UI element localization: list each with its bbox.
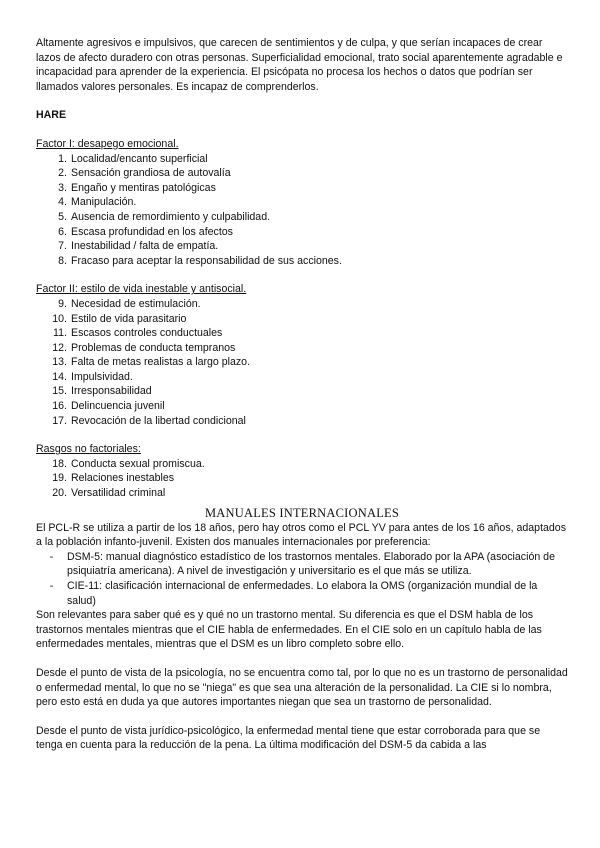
item-number: 6. — [58, 225, 67, 238]
manuales-bullets — [36, 550, 568, 608]
factor1-section — [36, 137, 568, 268]
psychology-paragraph: Desde el punto de vista de la psicología, no se encuentra como tal, por lo que no es un trastorno de personalidad o enfermedad mental, lo que no se "niega" es que sea una alteración de la personalidad. La CIE si lo nombra, pero esto está en duda ya que autores importantes niegan que sea un trastorno de personalidad. — [36, 666, 568, 709]
list-item — [36, 384, 568, 399]
factor2-list — [36, 297, 568, 428]
list-item — [36, 471, 568, 486]
item-text: Localidad/encanto superficial — [71, 152, 208, 165]
list-item — [36, 312, 568, 327]
item-number: 9. — [58, 297, 67, 310]
item-text: Falta de metas realistas a largo plazo. — [71, 356, 251, 369]
list-item — [36, 181, 568, 196]
rasgos-list — [36, 457, 568, 501]
item-text: Ausencia de remordimiento y culpabilidad. — [71, 210, 271, 223]
dash-marker: - — [49, 550, 54, 563]
item-text: Impulsividad. — [71, 370, 133, 383]
bullet-item — [36, 579, 568, 608]
item-number: 16. — [52, 400, 67, 413]
list-item — [36, 166, 568, 181]
bullet-item — [36, 550, 568, 579]
item-text: Manipulación. — [71, 196, 137, 209]
list-item — [36, 297, 568, 312]
item-text: Irresponsabilidad — [71, 385, 152, 398]
item-number: 8. — [58, 254, 67, 267]
item-number: 14. — [52, 370, 67, 383]
item-number: 11. — [53, 327, 67, 340]
item-number: 5. — [58, 210, 67, 223]
item-text: Problemas de conducta tempranos — [71, 341, 236, 354]
bullet-text: DSM-5: manual diagnóstico estadístico de los trastornos mentales. Elaborado por la APA (asociación de psiquiatría americana). A nivel de investigación y universitario es el que más se utiliza. — [67, 550, 555, 578]
relevance-paragraph: Son relevantes para saber qué es y qué no un trastorno mental. Su diferencia es que el DSM habla de los trastornos mentales mientras que el CIE habla de enfermedades. En el CIE solo en un capítulo habla de las enfermedades mentales, mientras que el DSM es un libro completo sobre ello. — [36, 609, 542, 651]
list-item — [36, 486, 568, 501]
hare-heading: HARE — [36, 109, 67, 122]
list-item — [36, 152, 568, 167]
item-text: Revocación de la libertad condicional — [71, 414, 246, 427]
item-text: Escasa profundidad en los afectos — [71, 225, 233, 238]
factor1-title: Factor I: desapego emocional. — [36, 137, 179, 150]
legal-paragraph: Desde el punto de vista jurídico-psicológico, la enfermedad mental tiene que estar corroborada para que se tenga en cuenta para la reducción de la pena. La última modificación del DSM-5 da cabida a las — [36, 724, 541, 752]
item-number: 4. — [58, 196, 67, 209]
item-text: Relaciones inestables — [71, 472, 175, 485]
factor1-list — [36, 152, 568, 269]
item-number: 20. — [52, 487, 67, 500]
item-text: Fracaso para aceptar la responsabilidad de sus acciones. — [71, 254, 342, 267]
list-item — [36, 341, 568, 356]
manuales-intro: El PCL-R se utiliza a partir de los 18 años, pero hay otros como el PCL YV para antes de los 16 años, adaptados a la población infanto-juvenil. Existen dos manuales internacionales por preferencia: — [36, 521, 566, 549]
item-text: Escasos controles conductuales — [71, 327, 223, 340]
item-text: Inestabilidad / falta de empatía. — [71, 240, 219, 253]
list-item — [36, 225, 568, 240]
rasgos-title: Rasgos no factoriales: — [36, 443, 141, 456]
item-text: Sensación grandiosa de autovalía — [71, 167, 231, 180]
item-number: 3. — [58, 181, 67, 194]
item-number: 18. — [52, 457, 67, 470]
list-item — [36, 239, 568, 254]
factor2-section — [36, 282, 568, 428]
intro-paragraph: Altamente agresivos e impulsivos, que carecen de sentimientos y de culpa, y que serían incapaces de crear lazos de afecto duradero con otras personas. Superficialidad emocional, trato social aparentemente agradable e incapacidad para aprender de la experiencia. El psicópata no procesa los hechos o datos que podrían ser llamados valores personales. Es incapaz de comprenderlos. — [36, 37, 563, 93]
rasgos-section — [36, 442, 568, 500]
bullet-text: CIE-11: clasificación internacional de enfermedades. Lo elabora la OMS (organización mundial de la salud) — [67, 580, 538, 607]
item-number: 15. — [52, 385, 67, 398]
item-number: 1. — [58, 152, 67, 165]
manuales-heading: MANUALES INTERNACIONALES — [204, 505, 400, 520]
list-item — [36, 399, 568, 414]
list-item — [36, 326, 568, 341]
dash-marker: - — [49, 580, 54, 592]
item-number: 12. — [52, 341, 67, 354]
factor2-title: Factor II: estilo de vida inestable y antisocial. — [36, 283, 247, 296]
item-text: Engaño y mentiras patológicas — [71, 181, 216, 194]
item-text: Versatilidad criminal — [71, 487, 166, 500]
item-number: 17. — [52, 414, 67, 427]
item-number: 10. — [52, 312, 67, 325]
list-item — [36, 254, 568, 269]
item-text: Conducta sexual promiscua. — [71, 457, 205, 470]
item-number: 2. — [58, 167, 67, 180]
item-text: Delincuencia juvenil — [71, 400, 165, 413]
item-text: Necesidad de estimulación. — [71, 297, 201, 310]
item-text: Estilo de vida parasitario — [71, 312, 187, 325]
list-item — [36, 370, 568, 385]
list-item — [36, 195, 568, 210]
list-item — [36, 457, 568, 472]
list-item — [36, 414, 568, 429]
list-item — [36, 210, 568, 225]
list-item — [36, 355, 568, 370]
document-page — [36, 36, 568, 753]
item-number: 7. — [58, 240, 67, 253]
item-number: 19. — [52, 472, 67, 485]
item-number: 13. — [52, 356, 67, 369]
